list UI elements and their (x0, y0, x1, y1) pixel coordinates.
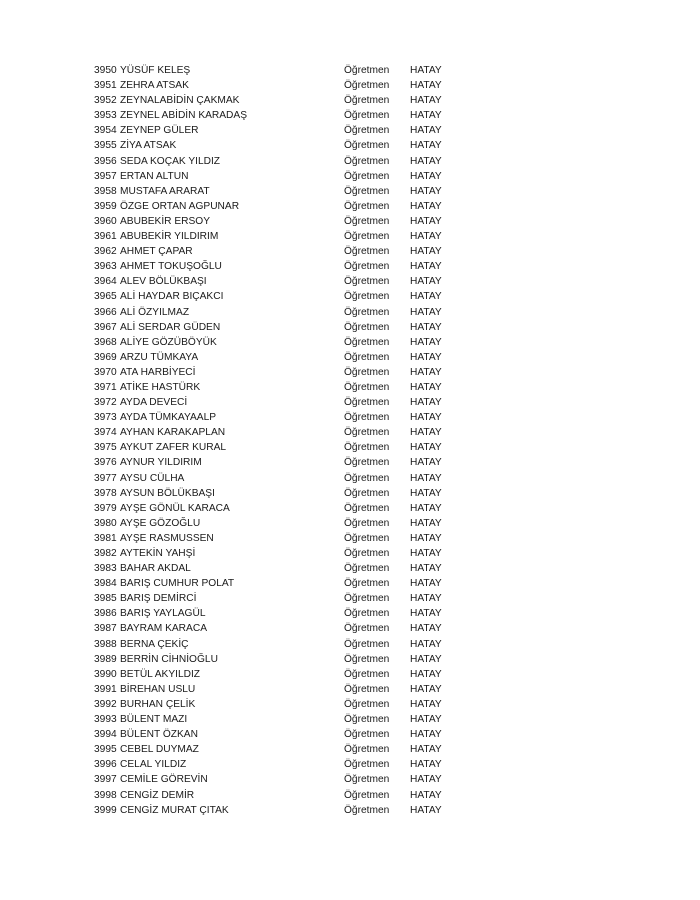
job-title: Öğretmen (344, 442, 390, 454)
row-number: 3957 (94, 170, 117, 182)
person-name: ÖZGE ORTAN AGPUNAR (120, 200, 240, 212)
table-row (94, 214, 474, 229)
job-title: Öğretmen (344, 291, 390, 303)
person-name: ZEHRA ATSAK (120, 80, 189, 92)
job-title: Öğretmen (344, 412, 390, 424)
city-name: HATAY (410, 457, 442, 469)
city-name: HATAY (410, 729, 442, 741)
row-number: 3995 (94, 744, 117, 756)
row-number: 3966 (94, 306, 117, 318)
person-name: BÜLENT ÖZKAN (120, 729, 198, 741)
table-row (94, 320, 474, 335)
job-title: Öğretmen (344, 698, 390, 710)
person-name: ABUBEKİR YILDIRIM (120, 231, 219, 243)
city-name: HATAY (410, 548, 442, 559)
job-title: Öğretmen (344, 804, 390, 816)
job-title: Öğretmen (344, 427, 390, 439)
city-name: HATAY (410, 231, 442, 243)
person-name: AYTEKİN YAHŞİ (120, 548, 196, 559)
person-name: AYDA TÜMKAYAALP (120, 412, 217, 424)
person-name: ALİ HAYDAR BIÇAKCI (120, 291, 224, 303)
city-name: HATAY (410, 638, 442, 650)
person-name: BARIŞ YAYLAGÜL (120, 608, 206, 620)
city-name: HATAY (410, 653, 442, 665)
table-row (94, 259, 474, 274)
job-title: Öğretmen (344, 472, 390, 484)
row-number: 3955 (94, 140, 117, 152)
row-number: 3968 (94, 336, 117, 348)
table-row (94, 531, 474, 546)
job-title: Öğretmen (344, 714, 390, 726)
row-number: 3952 (94, 95, 117, 107)
city-name: HATAY (410, 397, 442, 409)
city-name: HATAY (410, 80, 442, 92)
table-row (94, 742, 474, 757)
city-name: HATAY (410, 744, 442, 756)
row-number: 3983 (94, 563, 117, 575)
city-name: HATAY (410, 668, 442, 680)
job-title: Öğretmen (344, 170, 390, 182)
job-title: Öğretmen (344, 200, 390, 212)
row-number: 3976 (94, 457, 117, 469)
city-name: HATAY (410, 381, 442, 393)
person-name: ATA HARBİYECİ (120, 366, 196, 378)
person-name: ZEYNEL ABİDİN KARADAŞ (120, 110, 248, 122)
table-row (94, 667, 474, 682)
row-number: 3965 (94, 291, 117, 303)
table-row (94, 93, 474, 108)
city-name: HATAY (410, 774, 442, 786)
job-title: Öğretmen (344, 215, 390, 227)
row-number: 3969 (94, 351, 117, 363)
row-number: 3989 (94, 653, 117, 665)
teacher-list (94, 63, 474, 818)
row-number: 3967 (94, 321, 117, 333)
city-name: HATAY (410, 65, 442, 76)
table-row (94, 138, 474, 153)
table-row (94, 365, 474, 380)
table-row (94, 229, 474, 244)
job-title: Öğretmen (344, 185, 390, 197)
table-row (94, 395, 474, 410)
person-name: BERRİN CİHNİOĞLU (120, 653, 218, 665)
person-name: BAHAR AKDAL (120, 563, 191, 575)
job-title: Öğretmen (344, 110, 390, 122)
table-row (94, 169, 474, 184)
city-name: HATAY (410, 261, 442, 273)
row-number: 3992 (94, 698, 117, 710)
job-title: Öğretmen (344, 563, 390, 575)
job-title: Öğretmen (344, 774, 390, 786)
city-name: HATAY (410, 185, 442, 197)
city-name: HATAY (410, 502, 442, 514)
row-number: 3961 (94, 231, 117, 243)
table-row (94, 546, 474, 561)
row-number: 3951 (94, 80, 117, 92)
city-name: HATAY (410, 412, 442, 424)
table-row (94, 757, 474, 772)
job-title: Öğretmen (344, 487, 390, 499)
city-name: HATAY (410, 200, 442, 212)
job-title: Öğretmen (344, 623, 390, 635)
table-row (94, 516, 474, 531)
city-name: HATAY (410, 155, 442, 167)
city-name: HATAY (410, 759, 442, 771)
job-title: Öğretmen (344, 366, 390, 378)
job-title: Öğretmen (344, 683, 390, 695)
table-row (94, 305, 474, 320)
table-row (94, 803, 474, 818)
city-name: HATAY (410, 578, 442, 590)
person-name: BAYRAM KARACA (120, 623, 207, 635)
table-row (94, 606, 474, 621)
person-name: ERTAN ALTUN (120, 170, 189, 182)
job-title: Öğretmen (344, 351, 390, 363)
table-row (94, 712, 474, 727)
job-title: Öğretmen (344, 457, 390, 469)
job-title: Öğretmen (344, 140, 390, 152)
person-name: ALİ ÖZYILMAZ (120, 306, 190, 318)
row-number: 3984 (94, 578, 117, 590)
city-name: HATAY (410, 336, 442, 348)
city-name: HATAY (410, 140, 442, 152)
table-row (94, 455, 474, 470)
person-name: CELAL YILDIZ (120, 759, 187, 771)
person-name: YÜSÜF KELEŞ (120, 65, 191, 76)
person-name: MUSTAFA ARARAT (120, 185, 210, 197)
row-number: 3960 (94, 215, 117, 227)
table-row (94, 184, 474, 199)
city-name: HATAY (410, 427, 442, 439)
table-row (94, 682, 474, 697)
person-name: AYKUT ZAFER KURAL (120, 442, 227, 454)
row-number: 3991 (94, 683, 117, 695)
city-name: HATAY (410, 442, 442, 454)
city-name: HATAY (410, 563, 442, 575)
job-title: Öğretmen (344, 155, 390, 167)
job-title: Öğretmen (344, 246, 390, 258)
job-title: Öğretmen (344, 653, 390, 665)
person-name: BURHAN ÇELİK (120, 698, 196, 710)
row-number: 3993 (94, 714, 117, 726)
job-title: Öğretmen (344, 548, 390, 559)
person-name: BARIŞ DEMİRCİ (120, 593, 197, 605)
job-title: Öğretmen (344, 578, 390, 590)
table-row (94, 78, 474, 93)
table-row (94, 410, 474, 425)
person-name: CENGİZ MURAT ÇITAK (120, 804, 229, 816)
city-name: HATAY (410, 487, 442, 499)
row-number: 3986 (94, 608, 117, 620)
city-name: HATAY (410, 110, 442, 122)
city-name: HATAY (410, 215, 442, 227)
person-name: AYSU CÜLHA (120, 472, 185, 484)
row-number: 3973 (94, 412, 117, 424)
city-name: HATAY (410, 246, 442, 258)
row-number: 3978 (94, 487, 117, 499)
job-title: Öğretmen (344, 517, 390, 529)
job-title: Öğretmen (344, 336, 390, 348)
city-name: HATAY (410, 698, 442, 710)
person-name: BARIŞ CUMHUR POLAT (120, 578, 235, 590)
row-number: 3977 (94, 472, 117, 484)
job-title: Öğretmen (344, 668, 390, 680)
row-number: 3970 (94, 366, 117, 378)
table-row (94, 561, 474, 576)
job-title: Öğretmen (344, 381, 390, 393)
job-title: Öğretmen (344, 321, 390, 333)
row-number: 3979 (94, 502, 117, 514)
job-title: Öğretmen (344, 65, 390, 76)
city-name: HATAY (410, 125, 442, 137)
row-number: 3950 (94, 65, 117, 76)
city-name: HATAY (410, 804, 442, 816)
person-name: AYŞE RASMUSSEN (120, 532, 214, 544)
row-number: 3975 (94, 442, 117, 454)
person-name: AHMET TOKUŞOĞLU (120, 261, 222, 273)
table-row (94, 501, 474, 516)
person-name: BÜLENT MAZI (120, 714, 188, 726)
person-name: ALEV BÖLÜKBAŞI (120, 276, 207, 288)
person-name: CENGİZ DEMİR (120, 789, 195, 801)
row-number: 3990 (94, 668, 117, 680)
row-number: 3956 (94, 155, 117, 167)
table-row (94, 591, 474, 606)
city-name: HATAY (410, 472, 442, 484)
row-number: 3959 (94, 200, 117, 212)
row-number: 3963 (94, 261, 117, 273)
person-name: AYNUR YILDIRIM (120, 457, 202, 469)
table-row (94, 274, 474, 289)
job-title: Öğretmen (344, 80, 390, 92)
job-title: Öğretmen (344, 397, 390, 409)
city-name: HATAY (410, 95, 442, 107)
city-name: HATAY (410, 351, 442, 363)
city-name: HATAY (410, 517, 442, 529)
job-title: Öğretmen (344, 608, 390, 620)
job-title: Öğretmen (344, 789, 390, 801)
person-name: ABUBEKİR ERSOY (120, 215, 211, 227)
job-title: Öğretmen (344, 231, 390, 243)
table-row (94, 440, 474, 455)
row-number: 3980 (94, 517, 117, 529)
row-number: 3974 (94, 427, 117, 439)
row-number: 3971 (94, 381, 117, 393)
table-row (94, 289, 474, 304)
job-title: Öğretmen (344, 593, 390, 605)
person-name: SEDA KOÇAK YILDIZ (120, 155, 221, 167)
job-title: Öğretmen (344, 532, 390, 544)
row-number: 3998 (94, 789, 117, 801)
person-name: ZİYA ATSAK (120, 140, 177, 152)
table-row (94, 486, 474, 501)
city-name: HATAY (410, 593, 442, 605)
table-row (94, 123, 474, 138)
person-name: ALİYE GÖZÜBÖYÜK (120, 336, 217, 348)
row-number: 3962 (94, 246, 117, 258)
table-row (94, 637, 474, 652)
table-row (94, 425, 474, 440)
city-name: HATAY (410, 714, 442, 726)
person-name: ARZU TÜMKAYA (120, 351, 199, 363)
job-title: Öğretmen (344, 729, 390, 741)
row-number: 3954 (94, 125, 117, 137)
person-name: AYDA DEVECİ (120, 397, 188, 409)
person-name: ALİ SERDAR GÜDEN (120, 321, 221, 333)
table-row (94, 576, 474, 591)
city-name: HATAY (410, 683, 442, 695)
row-number: 3982 (94, 548, 117, 559)
person-name: AHMET ÇAPAR (120, 246, 193, 258)
job-title: Öğretmen (344, 276, 390, 288)
table-row (94, 244, 474, 259)
table-row (94, 380, 474, 395)
job-title: Öğretmen (344, 306, 390, 318)
row-number: 3985 (94, 593, 117, 605)
job-title: Öğretmen (344, 502, 390, 514)
person-name: AYŞE GÖZOĞLU (120, 517, 201, 529)
table-row (94, 652, 474, 667)
job-title: Öğretmen (344, 638, 390, 650)
person-name: AYHAN KARAKAPLAN (120, 427, 226, 439)
job-title: Öğretmen (344, 261, 390, 273)
table-row (94, 727, 474, 742)
table-row (94, 199, 474, 214)
row-number: 3994 (94, 729, 117, 741)
row-number: 3999 (94, 804, 117, 816)
city-name: HATAY (410, 291, 442, 303)
job-title: Öğretmen (344, 125, 390, 137)
row-number: 3964 (94, 276, 117, 288)
table-row (94, 154, 474, 169)
table-row (94, 788, 474, 803)
table-row (94, 108, 474, 123)
job-title: Öğretmen (344, 744, 390, 756)
person-name: BİREHAN USLU (120, 683, 196, 695)
person-name: BETÜL AKYILDIZ (120, 668, 201, 680)
person-name: ZEYNALABİDİN ÇAKMAK (120, 95, 240, 107)
person-name: CEBEL DUYMAZ (120, 744, 199, 756)
city-name: HATAY (410, 306, 442, 318)
person-name: AYSUN BÖLÜKBAŞI (120, 487, 215, 499)
table-row (94, 621, 474, 636)
row-number: 3988 (94, 638, 117, 650)
city-name: HATAY (410, 170, 442, 182)
city-name: HATAY (410, 276, 442, 288)
person-name: CEMİLE GÖREVİN (120, 774, 208, 786)
row-number: 3996 (94, 759, 117, 771)
city-name: HATAY (410, 321, 442, 333)
row-number: 3997 (94, 774, 117, 786)
person-name: ZEYNEP GÜLER (120, 125, 199, 137)
person-name: AYŞE GÖNÜL KARACA (120, 502, 230, 514)
city-name: HATAY (410, 623, 442, 635)
person-name: ATİKE HASTÜRK (120, 381, 201, 393)
table-row (94, 471, 474, 486)
table-row (94, 772, 474, 787)
city-name: HATAY (410, 532, 442, 544)
job-title: Öğretmen (344, 759, 390, 771)
row-number: 3972 (94, 397, 117, 409)
table-row (94, 350, 474, 365)
table-row (94, 63, 474, 78)
row-number: 3953 (94, 110, 117, 122)
person-name: BERNA ÇEKİÇ (120, 638, 189, 650)
table-row (94, 697, 474, 712)
job-title: Öğretmen (344, 95, 390, 107)
row-number: 3958 (94, 185, 117, 197)
city-name: HATAY (410, 608, 442, 620)
row-number: 3987 (94, 623, 117, 635)
row-number: 3981 (94, 532, 117, 544)
table-row (94, 335, 474, 350)
city-name: HATAY (410, 789, 442, 801)
city-name: HATAY (410, 366, 442, 378)
